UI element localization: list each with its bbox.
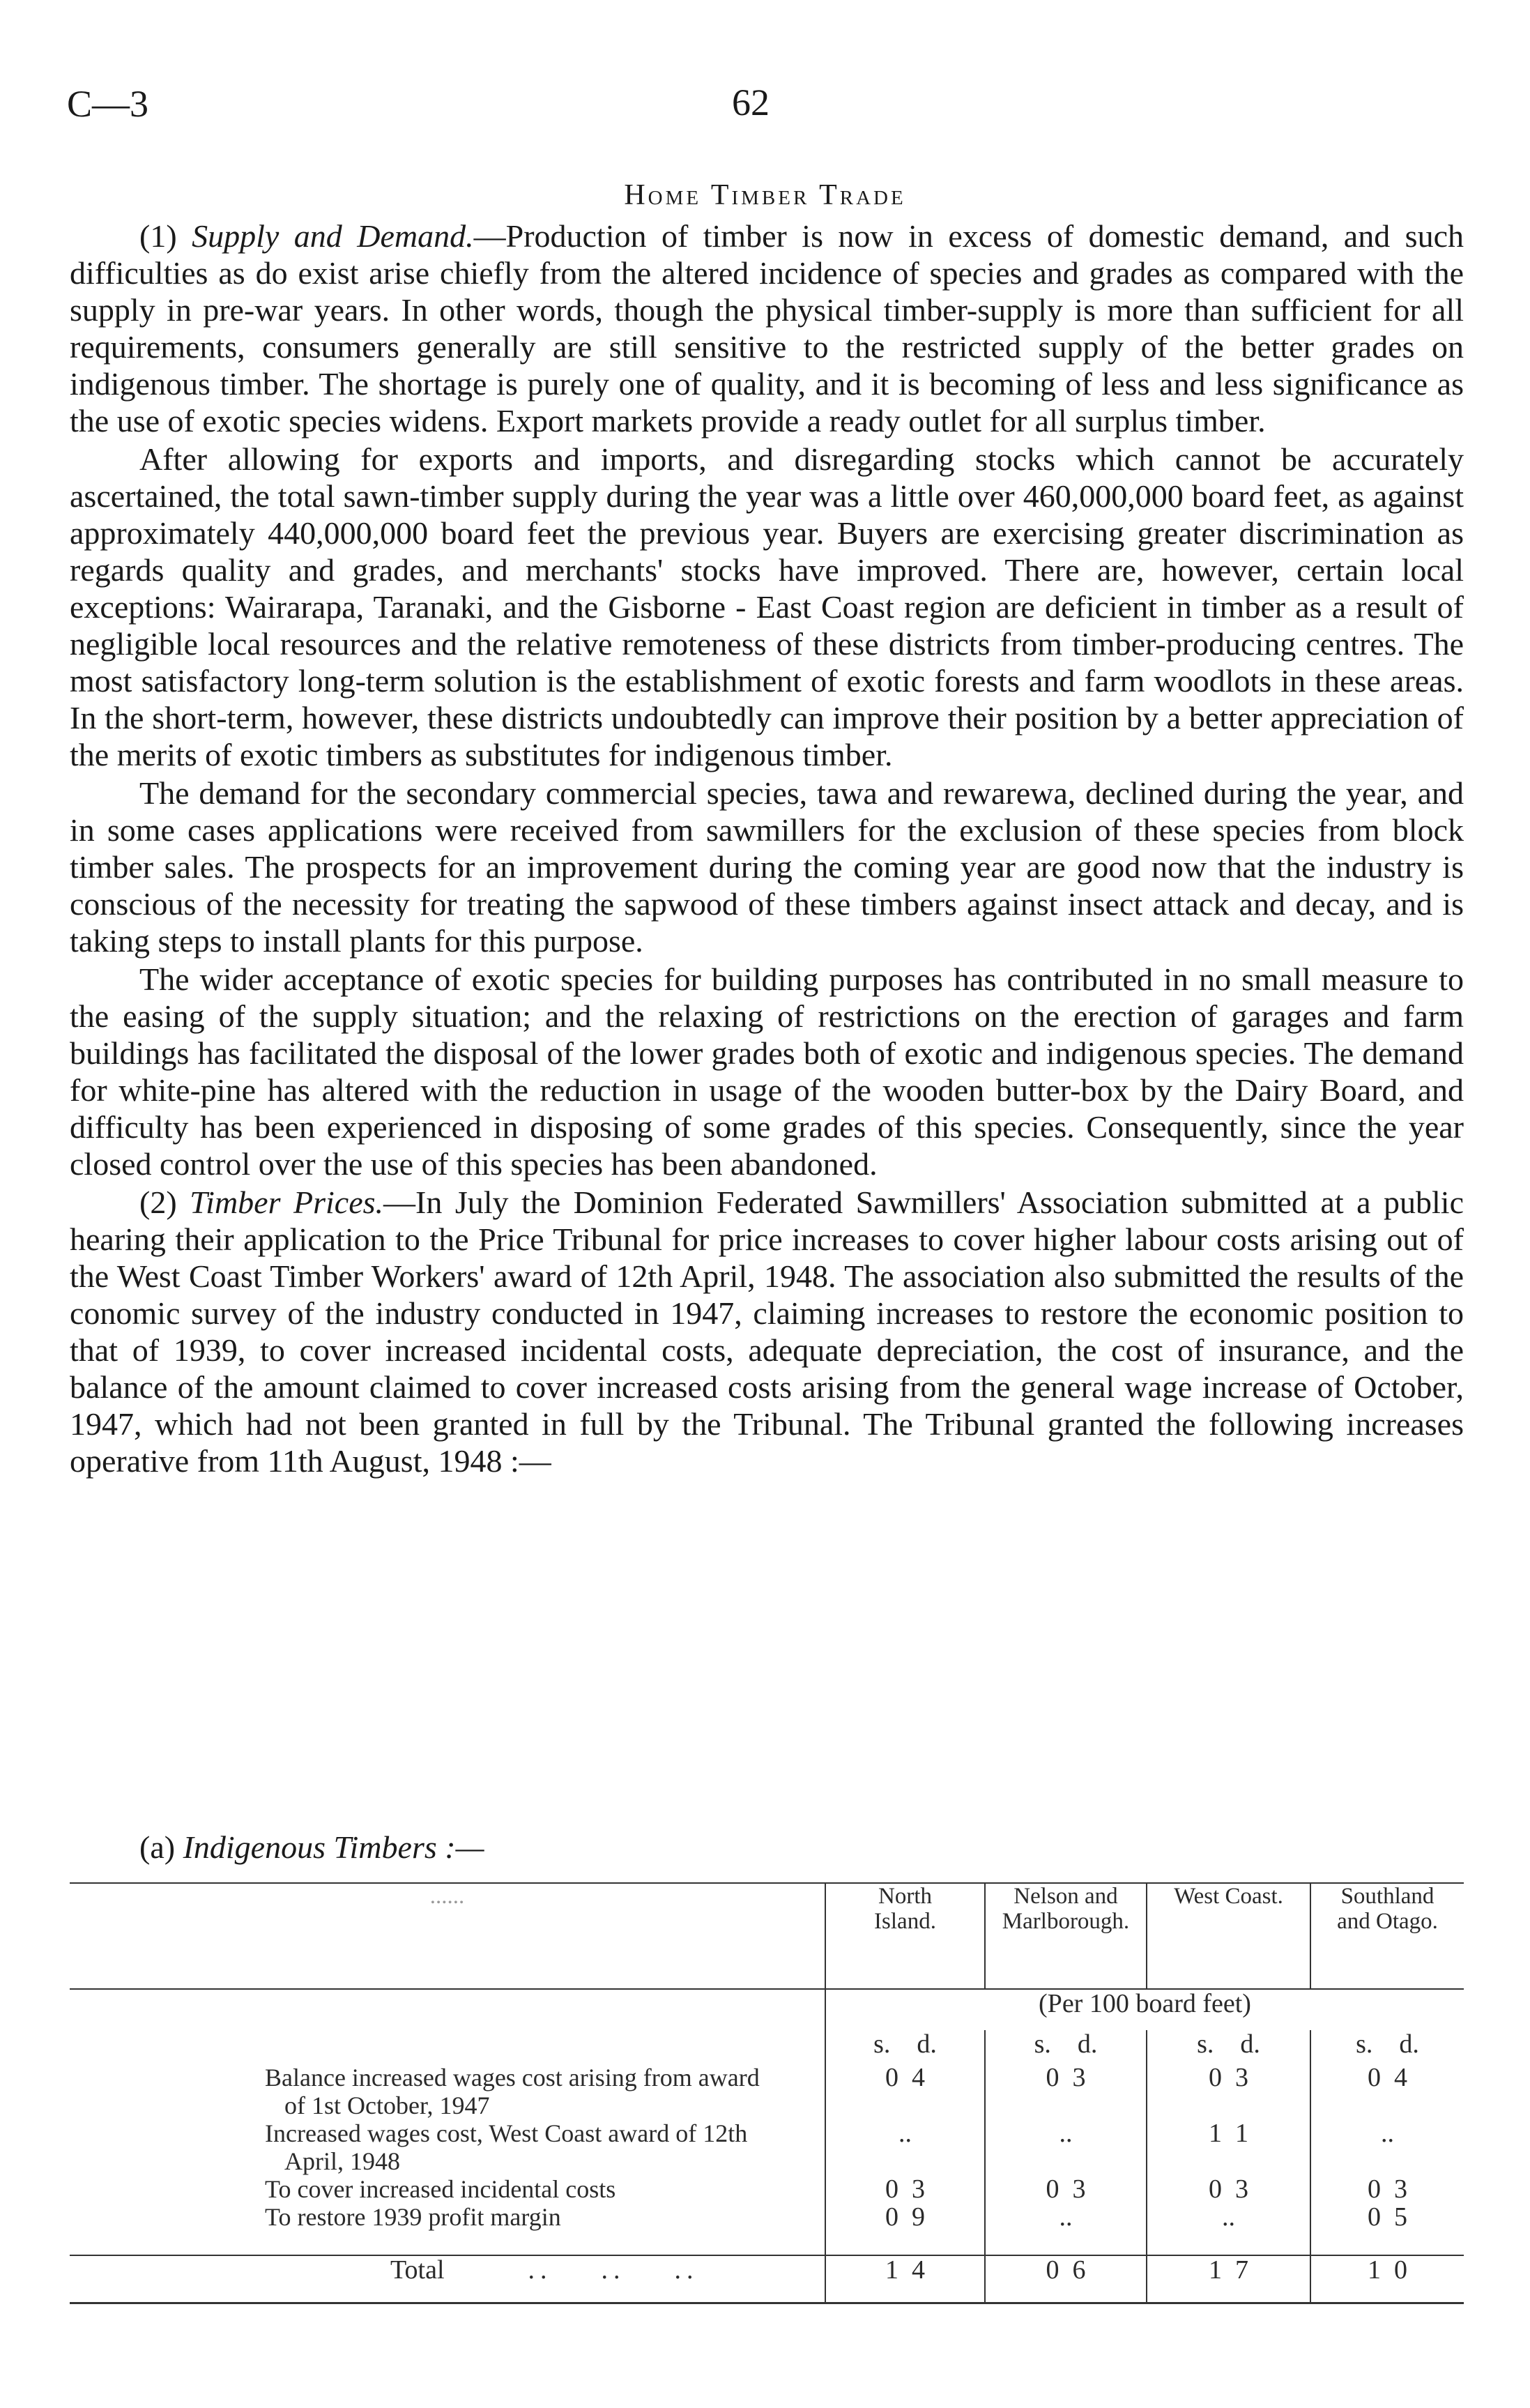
sd-label: s. d. [1310, 2030, 1464, 2064]
column-header: Southland and Otago. [1310, 1883, 1464, 1989]
table-row [70, 2064, 1464, 2119]
sd-label: s. d. [1147, 2030, 1310, 2064]
paragraph [70, 1184, 1464, 1479]
column-header: North Island. [825, 1883, 985, 1989]
cell-value: .. [825, 2119, 985, 2175]
cell-value: .. [1310, 2119, 1464, 2175]
paragraph-text: —Production of timber is now in excess of domestic demand, and such difficulties as do exist arise chiefly from the altered incidence of species and grades as compared with the supply in pre-war years. In other words, though the physical timber-supply is more than sufficient for all requirements, consumers generally are still sensitive to the restricted supply of the better grades on indigenous timber. The shortage is purely one of quality, and it is becoming of less and less significance as the use of exotic species widens. Export markets provide a ready outlet for all surplus timber. [70, 218, 1464, 439]
paragraph-heading: Timber Prices. [190, 1184, 384, 1220]
paragraph-heading: Supply and Demand. [192, 218, 474, 254]
cell-value: 0 3 [985, 2064, 1147, 2119]
total-value: 1 0 [1310, 2255, 1464, 2303]
paragraph-text: After allowing for exports and imports, and disregarding stocks which cannot be accurately ascertained, the total sawn-timber supply during the year was a little over 460,000,000 board feet, as against approximately 440,000,000 board feet the previous year. Buyers are exercising greater discrimination as regards quality and grades, and merchants' stocks have improved. There are, however, certain local exceptions: Wairarapa, Taranaki, and the Gisborne - East Coast region are deficient in timber as a result of negligible local resources and the relative remoteness of these districts from timber-producing centres. The most satisfactory long-term solution is the establishment of exotic forests and farm woodlots in these areas. In the short-term, however, these districts undoubtedly can improve their position by a better appreciation of the merits of exotic timbers as substitutes for indigenous timber. [70, 441, 1464, 772]
row-label: Increased wages cost, West Coast award of 12th April, 1948 [265, 2119, 748, 2175]
document-reference: C—3 [67, 83, 149, 125]
table-row [70, 2119, 1464, 2175]
table-row [70, 2203, 1464, 2255]
total-label-text: Total [390, 2255, 445, 2285]
table-subheading [139, 1829, 484, 1866]
timber-price-table [70, 1882, 1464, 2304]
total-value: 0 6 [985, 2255, 1147, 2303]
cell-value: 0 3 [985, 2175, 1147, 2203]
cell-value: 0 4 [825, 2064, 985, 2119]
cell-value: .. [985, 2119, 1147, 2175]
paragraph-text: —In July the Dominion Federated Sawmillers' Association submitted at a public hearing their application to the Price Tribunal for price increases to cover higher labour costs arising out of the West Coast Timber Workers' award of 12th April, 1948. The association also submitted the results of the conomic survey of the industry conducted in 1947, claiming increases to restore the economic position to that of 1939, to cover increased incidental costs, adequate depreciation, the cost of insurance, and the balance of the amount claimed to cover increased costs arising from the general wage increase of October, 1947, which had not been granted in full by the Tribunal. The Tribunal granted the following increases operative from 11th August, 1948 :— [70, 1184, 1464, 1479]
stub-header: ...... [70, 1883, 825, 1989]
unit-row [70, 1989, 1464, 2030]
row-label: To cover increased incidental costs [265, 2175, 616, 2203]
paragraph [70, 775, 1464, 959]
paragraph [70, 441, 1464, 773]
page-number: 62 [732, 82, 770, 123]
cell-value: 0 9 [825, 2203, 985, 2255]
subheading-title: Indigenous Timbers :— [183, 1829, 484, 1865]
unit-note: (Per 100 board feet) [825, 1989, 1464, 2030]
cell-value: 0 3 [1310, 2175, 1464, 2203]
row-label: To restore 1939 profit margin [265, 2203, 561, 2231]
cell-value: 0 3 [1147, 2064, 1310, 2119]
paragraph [70, 961, 1464, 1182]
cell-value: 1 1 [1147, 2119, 1310, 2175]
total-label [70, 2255, 825, 2303]
paragraph-number: (2) [139, 1184, 190, 1220]
table-header-row [70, 1883, 1464, 1989]
paragraph-text: The wider acceptance of exotic species for building purposes has contributed in no small measure to the easing of the supply situation; and the relaxing of restrictions on the erection of garages and farm buildings has facilitated the disposal of the lower grades both of exotic and indigenous species. The demand for white-pine has altered with the reduction in usage of the wooden butter-box by the Dairy Board, and difficulty has been experienced in disposing of some grades of this species. Consequently, since the year closed control over the use of this species has been abandoned. [70, 961, 1464, 1182]
column-header: West Coast. [1147, 1883, 1310, 1989]
paragraph-text: The demand for the secondary commercial species, tawa and rewarewa, declined during the year, and in some cases applications were received from sawmillers for the exclusion of these species from block timber sales. The prospects for an improvement during the coming year are good now that the industry is conscious of the necessity for treating the sapwood of these timbers against insect attack and decay, and is taking steps to install plants for this purpose. [70, 775, 1464, 959]
dot-leader: .. .. .. [528, 2255, 699, 2285]
total-row [70, 2255, 1464, 2303]
body-text [70, 218, 1464, 1479]
total-value: 1 7 [1147, 2255, 1310, 2303]
sd-label: s. d. [825, 2030, 985, 2064]
currency-units-row [70, 2030, 1464, 2064]
paragraph [70, 218, 1464, 439]
cell-value: 0 5 [1310, 2203, 1464, 2255]
column-header: Nelson and Marlborough. [985, 1883, 1147, 1989]
cell-value: 0 3 [825, 2175, 985, 2203]
cell-value: 0 4 [1310, 2064, 1464, 2119]
paragraph-number: (1) [139, 218, 192, 254]
cell-value: .. [1147, 2203, 1310, 2255]
cell-value: .. [985, 2203, 1147, 2255]
sd-label: s. d. [985, 2030, 1147, 2064]
section-title: Home Timber Trade [624, 179, 906, 211]
total-value: 1 4 [825, 2255, 985, 2303]
row-label: Balance increased wages cost arising from award of 1st October, 1947 [265, 2064, 760, 2119]
subheading-number: (a) [139, 1829, 183, 1865]
cell-value: 0 3 [1147, 2175, 1310, 2203]
table-row [70, 2175, 1464, 2203]
